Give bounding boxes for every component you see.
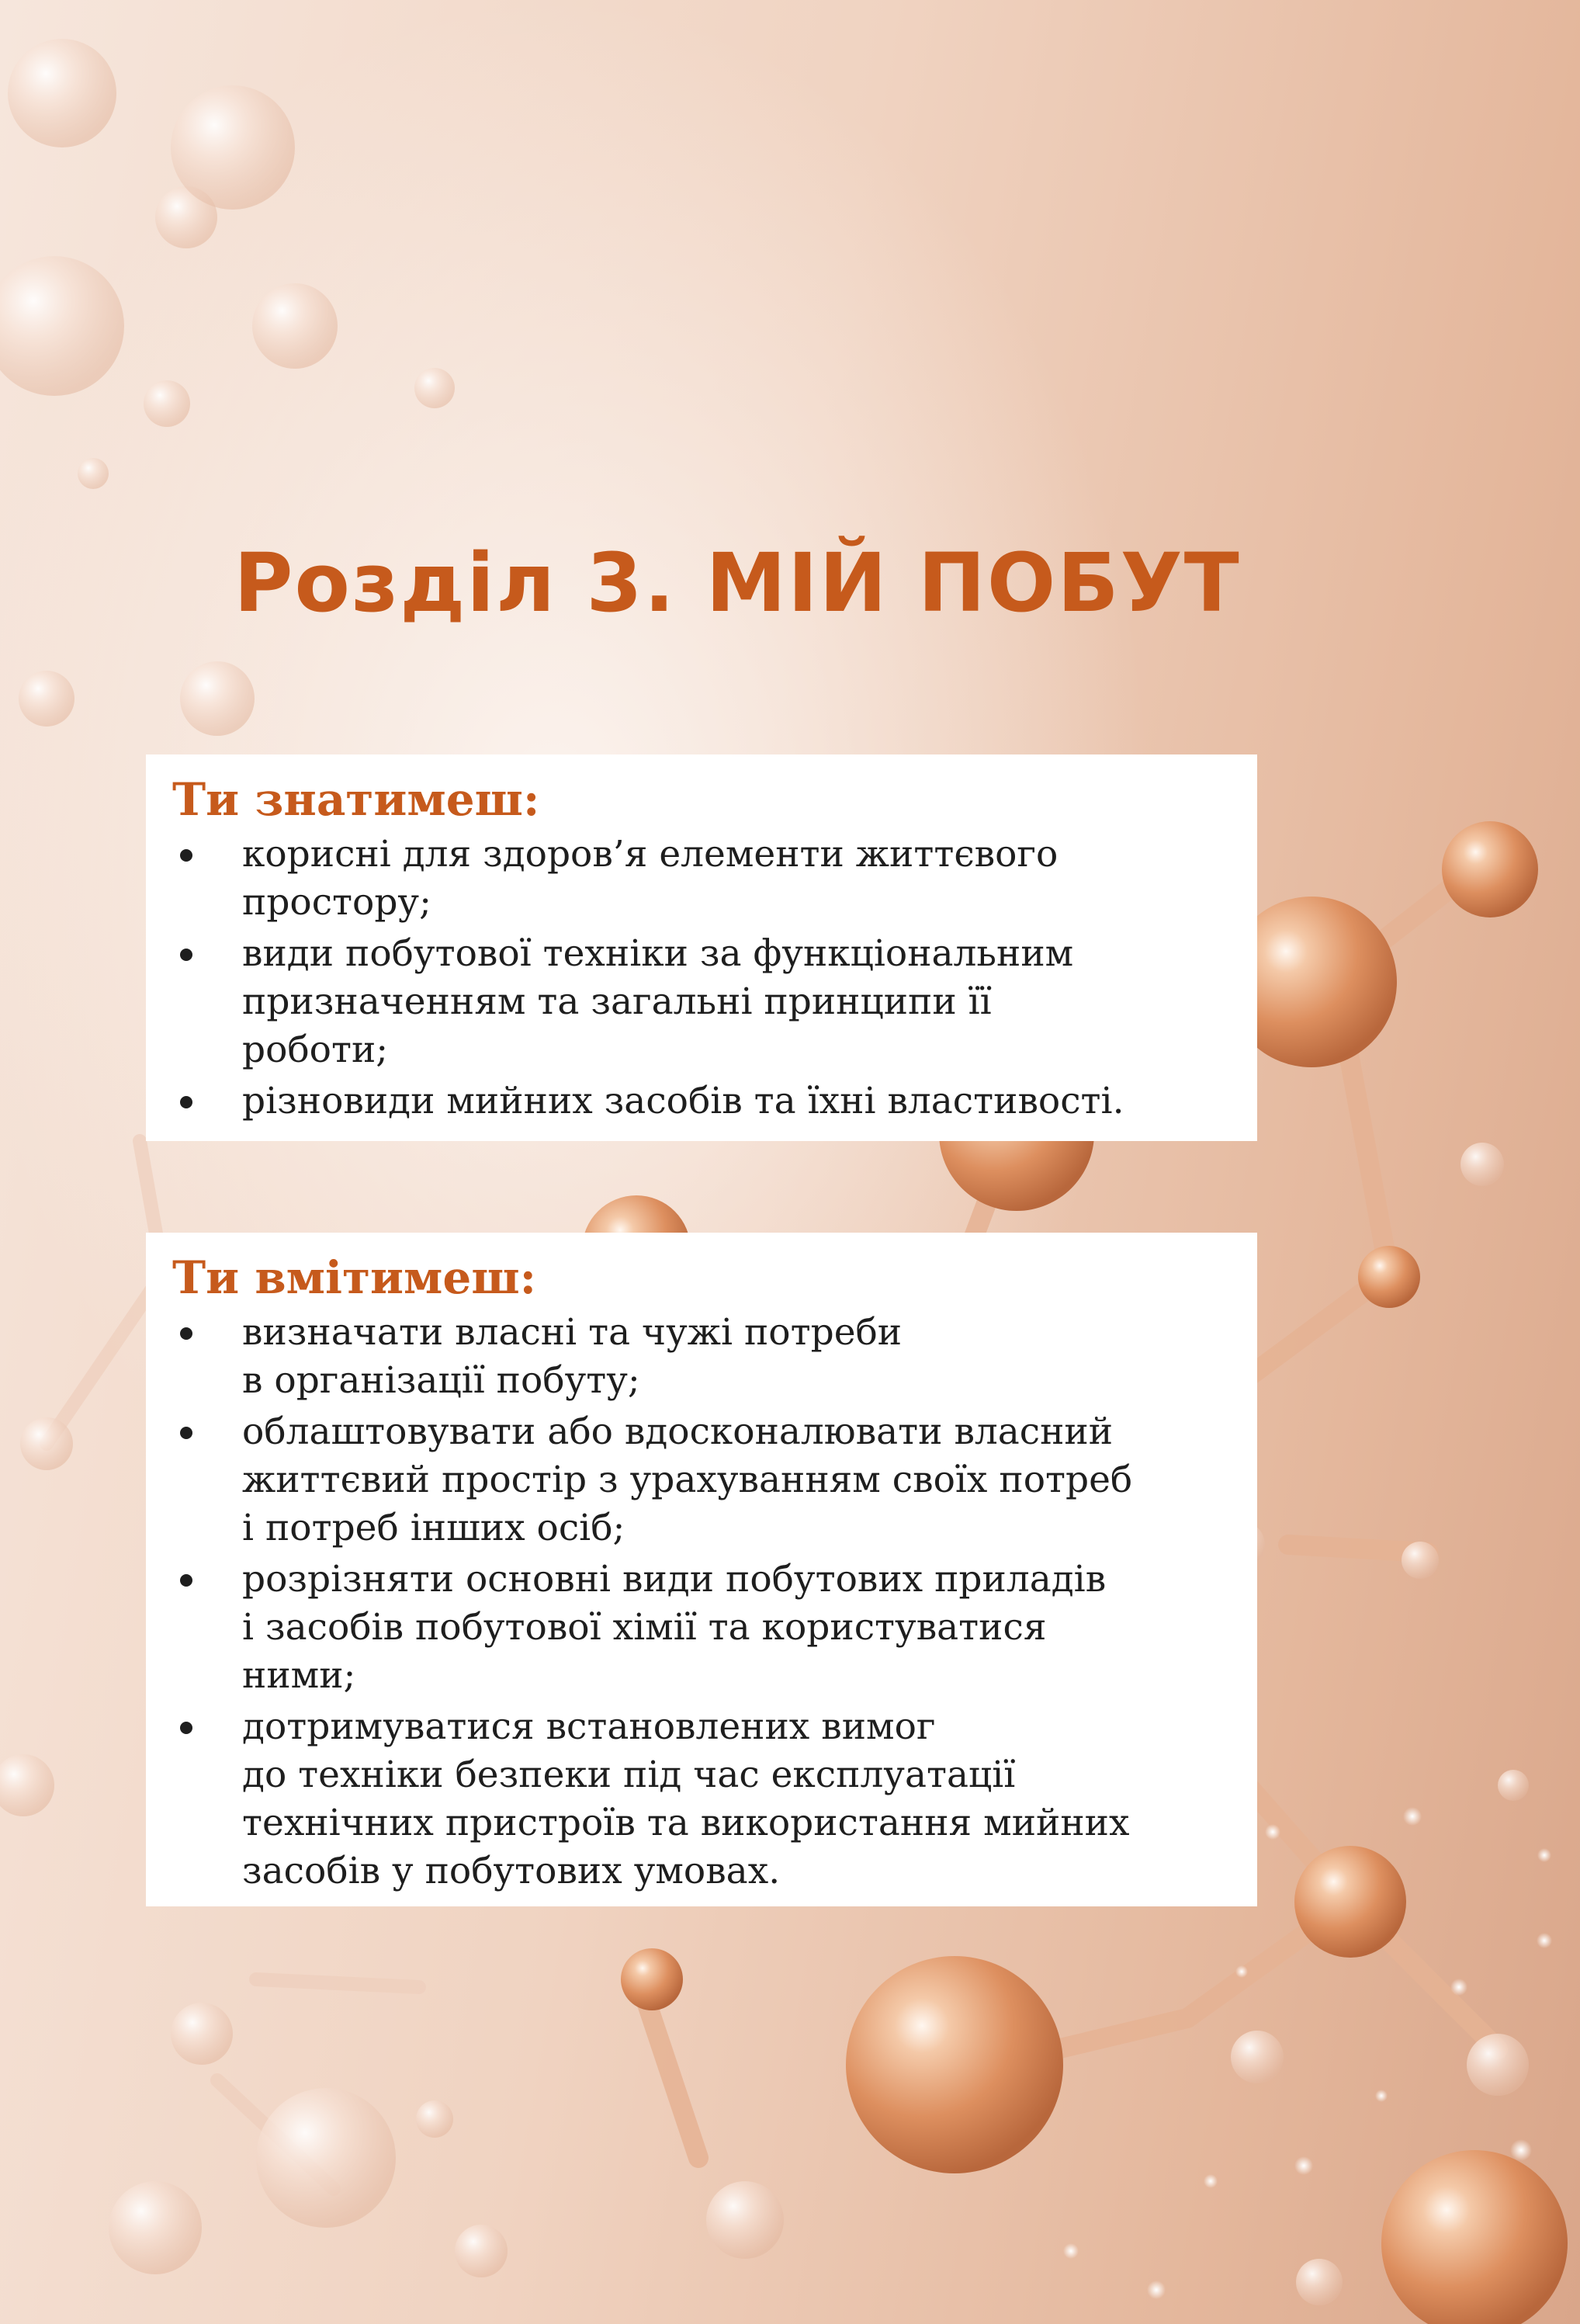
list-item-line: життєвий простір з урахуванням своїх потреб: [242, 1459, 1133, 1501]
can-card: [146, 1233, 1257, 1906]
know-heading: Ти знатимеш:: [172, 773, 540, 826]
list-item: [172, 930, 1234, 1074]
can-list: [172, 1309, 1234, 1896]
list-item-line: визначати власні та чужі потреби: [242, 1311, 903, 1354]
can-heading: Ти вмітимеш:: [172, 1251, 537, 1304]
know-list: [172, 831, 1234, 1126]
list-item: [172, 1556, 1234, 1700]
list-item-line: різновиди мийних засобів та їхні властивості.: [242, 1080, 1124, 1122]
list-item-line: в організації побуту;: [242, 1359, 640, 1402]
list-item-line: роботи;: [242, 1028, 389, 1071]
list-item-line: простору;: [242, 881, 431, 924]
list-item-line: корисні для здоров’я елементи життєвого: [242, 833, 1059, 876]
know-card: [146, 754, 1257, 1141]
list-item-line: і потреб інших осіб;: [242, 1507, 625, 1549]
list-item-line: до техніки безпеки під час експлуатації: [242, 1753, 1016, 1796]
list-item-line: призначенням та загальні принципи її: [242, 980, 992, 1023]
list-item: [172, 1077, 1234, 1126]
list-item: [172, 1703, 1234, 1896]
list-item-line: засобів у побутових умовах.: [242, 1850, 781, 1892]
chapter-title: Розділ 3. МІЙ ПОБУТ: [234, 536, 1241, 630]
list-item-line: облаштовувати або вдосконалювати власний: [242, 1410, 1114, 1453]
list-item: [172, 1408, 1234, 1552]
list-item: [172, 831, 1234, 927]
list-item-line: дотримуватися встановлених вимог: [242, 1705, 936, 1748]
list-item-line: ними;: [242, 1654, 356, 1697]
list-item-line: розрізняти основні види побутових приладів: [242, 1558, 1107, 1601]
list-item: [172, 1309, 1234, 1405]
list-item-line: і засобів побутової хімії та користуватися: [242, 1606, 1047, 1649]
list-item-line: види побутової техніки за функціональним: [242, 932, 1074, 975]
list-item-line: технічних пристроїв та використання мийних: [242, 1802, 1130, 1844]
